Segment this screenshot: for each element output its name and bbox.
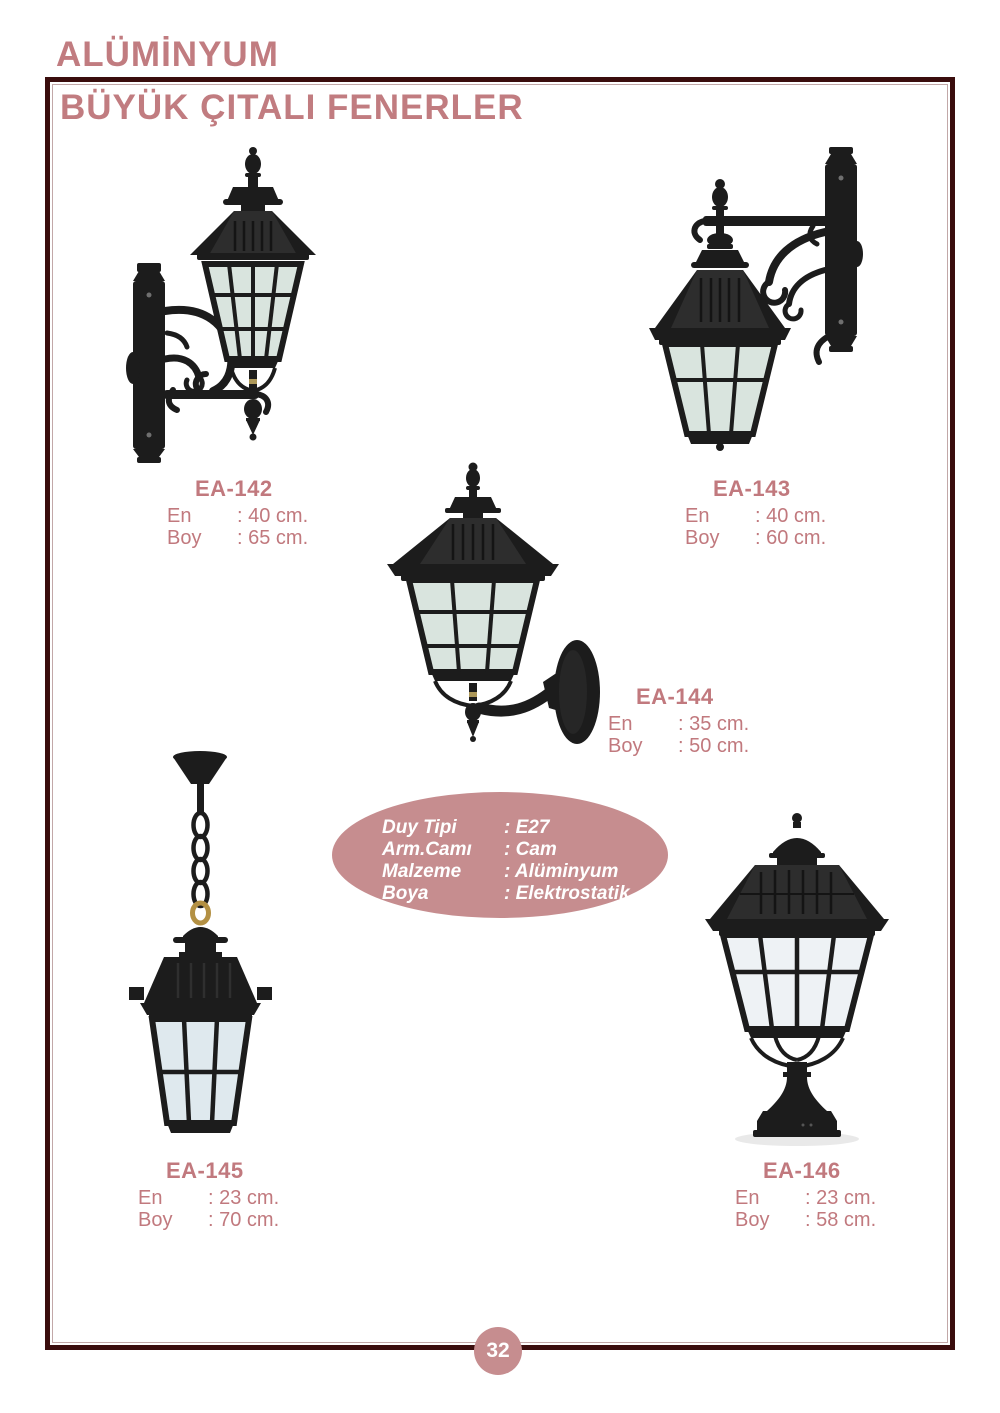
spec-value: : Cam [504,839,557,860]
spec-value: : 50 cm. [678,735,750,757]
spec-value: : 23 cm. [208,1187,280,1209]
spec-label: En [685,505,710,527]
lantern-illustration-ea143 [623,136,880,463]
product-code: EA-142 [195,476,273,501]
spec-label: Boy [608,735,643,757]
lantern-illustration-ea144 [383,460,615,747]
spec-label: Duy Tipi [382,817,457,838]
product-spec-card-ea143 [685,476,826,549]
product-code: EA-144 [636,684,714,709]
spec-value: : 40 cm. [755,505,827,527]
spec-value: : E27 [504,817,550,838]
product-code: EA-146 [763,1158,841,1183]
spec-label: Boya [382,883,429,904]
product-code: EA-145 [166,1158,244,1183]
spec-value: : 60 cm. [755,527,827,549]
lantern-illustration-ea146 [683,810,900,1152]
spec-label: En [138,1187,163,1209]
spec-value: : 23 cm. [805,1187,877,1209]
page-title-line1: ALÜMİNYUM [56,35,279,74]
product-code: EA-143 [713,476,791,501]
product-spec-card-ea146 [735,1158,876,1231]
page-number: 32 [486,1339,510,1362]
spec-value: : 70 cm. [208,1209,280,1231]
spec-label: Boy [735,1209,770,1231]
spec-label: Arm.Camı [382,839,472,860]
spec-label: En [608,713,633,735]
product-spec-card-ea145 [138,1158,279,1231]
page-number-badge [474,1327,522,1375]
product-spec-card-ea142 [167,476,308,549]
spec-label: Boy [685,527,720,549]
spec-value: : Elektrostatik [504,883,630,904]
spec-value: : 35 cm. [678,713,750,735]
spec-value: : 40 cm. [237,505,309,527]
spec-value: : 58 cm. [805,1209,877,1231]
product-spec-card-ea144 [608,684,749,757]
spec-label: Boy [138,1209,173,1231]
spec-label: En [735,1187,760,1209]
spec-value: : Alüminyum [504,861,619,882]
spec-label: Boy [167,527,202,549]
page-title-line2: BÜYÜK ÇITALI FENERLER [60,88,524,127]
common-specs-text [382,817,630,905]
spec-label: Malzeme [382,861,462,882]
lantern-illustration-ea142 [113,143,320,465]
spec-value: : 65 cm. [237,527,309,549]
common-specs-oval [332,792,668,918]
lantern-illustration-ea145 [123,740,305,1147]
spec-label: En [167,505,192,527]
